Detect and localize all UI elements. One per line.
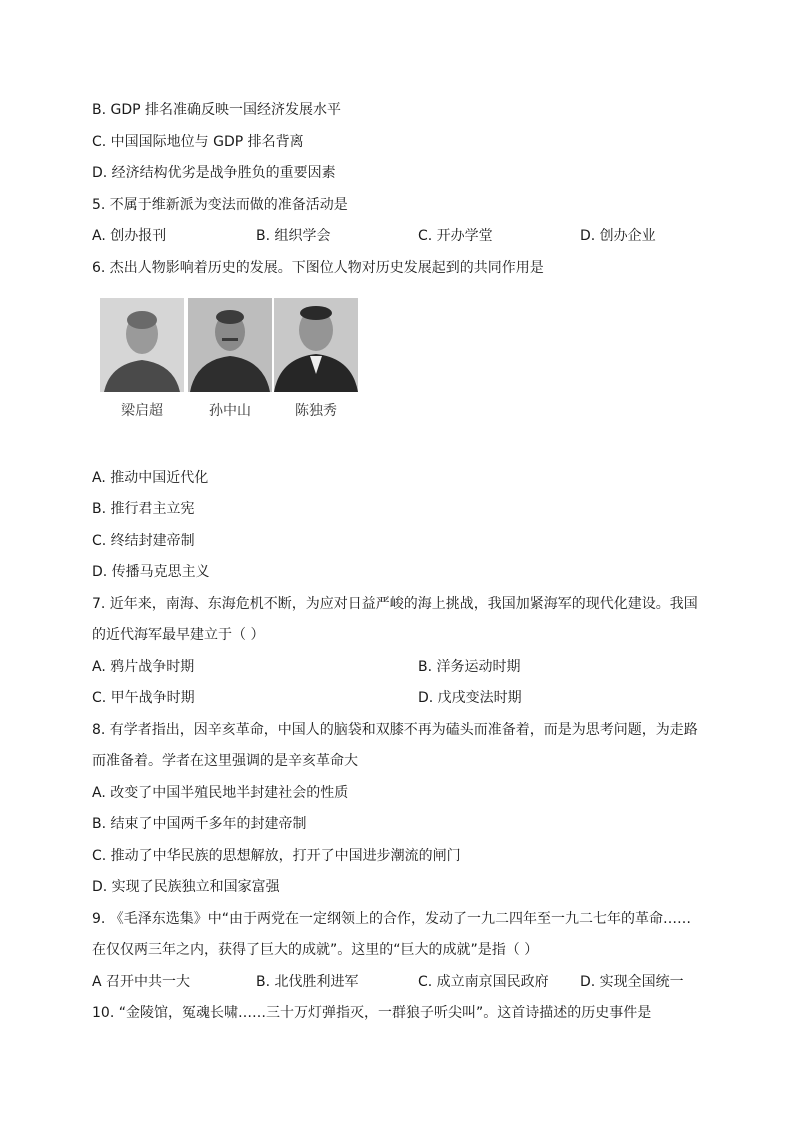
q9-option-d: D. 实现全国统一 (580, 974, 684, 990)
q9-option-c: C. 成立南京国民政府 (418, 974, 549, 990)
q8-option-b: B. 结束了中国两千多年的封建帝制 (92, 816, 307, 832)
q7-option-d: D. 戊戌变法时期 (418, 690, 522, 706)
q7-option-b: B. 洋务运动时期 (418, 659, 521, 675)
caption-sun-yat-sen: 孙中山 (209, 403, 251, 419)
q8-option-d: D. 实现了民族独立和国家富强 (92, 879, 280, 895)
caption-chen-duxiu: 陈独秀 (295, 403, 337, 419)
q6-stem: 6. 杰出人物影响着历史的发展。下图位人物对历史发展起到的共同作用是 (92, 260, 544, 276)
q5-option-b: B. 组织学会 (256, 228, 331, 244)
q6-option-c: C. 终结封建帝制 (92, 533, 195, 549)
q7-option-c: C. 甲午战争时期 (92, 690, 195, 706)
q9-stem-line2: 在仅仅两三年之内，获得了巨大的成就”。这里的“巨大的成就”是指（ ） (92, 942, 539, 958)
q5-option-c: C. 开办学堂 (418, 228, 493, 244)
q6-option-d: D. 传播马克思主义 (92, 564, 210, 580)
q7-option-a: A. 鸦片战争时期 (92, 659, 195, 675)
q4-option-b: B. GDP 排名准确反映一国经济发展水平 (92, 102, 342, 118)
q5-stem: 5. 不属于维新派为变法而做的准备活动是 (92, 197, 348, 213)
q6-option-b: B. 推行君主立宪 (92, 501, 195, 517)
portrait-liang-qichao (100, 298, 184, 392)
portrait-image (274, 298, 358, 392)
portrait-chen-duxiu (274, 298, 358, 392)
q8-option-a: A. 改变了中国半殖民地半封建社会的性质 (92, 785, 349, 801)
q7-stem-line2: 的近代海军最早建立于（ ） (92, 627, 265, 643)
portrait-image (188, 298, 272, 392)
q9-option-a: A 召开中共一大 (92, 974, 191, 990)
caption-liang-qichao: 梁启超 (121, 403, 163, 419)
q9-option-b: B. 北伐胜利进军 (256, 974, 359, 990)
q6-option-a: A. 推动中国近代化 (92, 470, 209, 486)
portrait-figure (98, 298, 356, 426)
q5-option-a: A. 创办报刊 (92, 228, 167, 244)
q4-option-c: C. 中国国际地位与 GDP 排名背离 (92, 134, 304, 150)
portrait-image (100, 298, 184, 392)
q4-option-d: D. 经济结构优劣是战争胜负的重要因素 (92, 165, 336, 181)
q8-stem-line1: 8. 有学者指出，因辛亥革命，中国人的脑袋和双膝不再为磕头而准备着，而是为思考问题，为走路 (92, 722, 698, 738)
q5-option-d: D. 创办企业 (580, 228, 656, 244)
portrait-sun-yat-sen (188, 298, 272, 392)
q8-option-c: C. 推动了中华民族的思想解放，打开了中国进步潮流的闸门 (92, 848, 461, 864)
q8-stem-line2: 而准备着。学者在这里强调的是辛亥革命大 (92, 753, 358, 769)
q10-stem: 10. “金陵馆，冤魂长啸……三十万灯弹指灭，一群狼子听尖叫”。这首诗描述的历史事件是 (92, 1005, 652, 1021)
q9-stem-line1: 9. 《毛泽东选集》中“由于两党在一定纲领上的合作，发动了一九二四年至一九二七年的革命…… (92, 911, 692, 927)
q7-stem-line1: 7. 近年来，南海、东海危机不断，为应对日益严峻的海上挑战，我国加紧海军的现代化建设。我国 (92, 596, 698, 612)
